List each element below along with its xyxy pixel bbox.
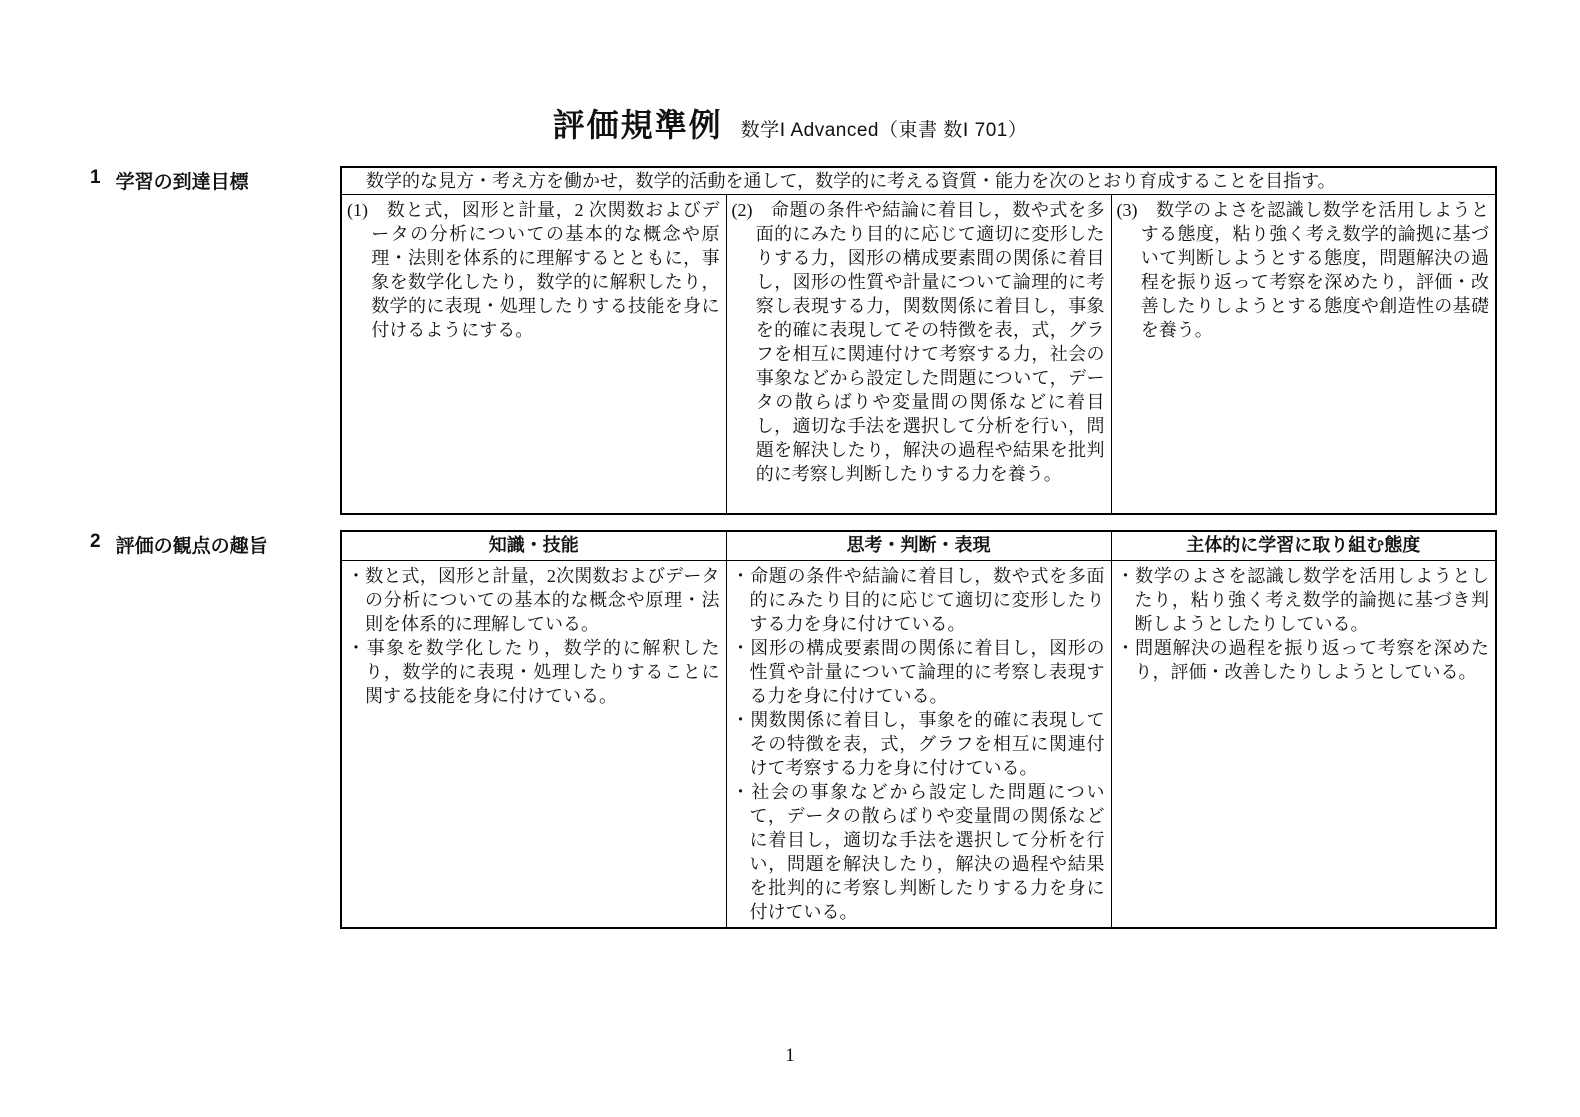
viewpoint-table [340, 530, 1497, 929]
bullet-item [1117, 564, 1490, 636]
viewpoint-table-header-row [341, 531, 1496, 560]
page-title: 評価規準例 [552, 107, 723, 143]
bullet-item [732, 636, 1105, 708]
bullet-marker: ・ [731, 637, 751, 658]
goal-item-number: (3) [1116, 200, 1138, 220]
section-1-label [90, 167, 249, 194]
bullet-marker: ・ [347, 637, 367, 658]
bullet-marker: ・ [1116, 637, 1136, 658]
goal-item-number: (2) [731, 200, 753, 220]
bullet-item [347, 636, 720, 708]
bullet-text: 事象を数学化したり，数学的に解釈したり，数学的に表現・処理したりすることに関する技能を身に付けている。 [365, 637, 720, 706]
goal-item [1117, 198, 1490, 342]
section-1-number: 1 [90, 167, 101, 188]
bullet-text: 社会の事象などから設定した問題について，データの散らばりや変量間の関係などに着目し，適切な手法を選択して分析を行い，問題を解決したり，解決の過程や結果を批判的に考察し判断したりする力を身に付けている。 [749, 781, 1105, 922]
goal-item-number: (1) [347, 200, 368, 220]
bullet-item [347, 564, 720, 636]
bullet-text: 数と式，図形と計量，2次関数およびデータの分析についての基本的な概念や原理・法則を体系的に理解している。 [365, 565, 720, 634]
viewpoint-header-knowledge: 知識・技能 [341, 531, 726, 560]
bullet-item [732, 780, 1105, 924]
page-number: 1 [785, 1045, 795, 1066]
bullet-item [1117, 636, 1490, 684]
section-2-title: 評価の観点の趣旨 [115, 536, 268, 557]
viewpoint-header-attitude: 主体的に学習に取り組む態度 [1111, 531, 1496, 560]
bullet-text: 関数関係に着目し，事象を的確に表現してその特徴を表，式，グラフを相互に関連付けて考察する力を身に付けている。 [749, 709, 1105, 778]
viewpoint-table-body-row [341, 560, 1496, 928]
goal-cell-2 [726, 195, 1111, 514]
title-block [0, 100, 1580, 146]
bullet-text: 命題の条件や結論に着目し，数や式を多面的にみたり目的に応じて適切に変形したりする力を身に付けている。 [749, 565, 1105, 634]
section-2-label [90, 531, 268, 558]
goal-table-body-row [341, 195, 1496, 514]
goal-table-header-row [341, 167, 1496, 195]
section-1-title: 学習の到達目標 [115, 172, 249, 193]
viewpoint-header-thinking: 思考・判断・表現 [726, 531, 1111, 560]
goal-item [732, 198, 1105, 486]
goal-item-text: 命題の条件や結論に着目し，数や式を多面的にみたり目的に応じて適切に変形したりする力，図形の構成要素間の関係に着目し，図形の性質や計量について論理的に考察し表現する力，関数関係に着目し，事象を的確に表現してその特徴を表，式，グラフを相互に関連付けて考察する力，社会の事象などから設定した問題について，データの散らばりや変量間の関係などに着目し，適切な手法を選択して分析を行い，問題を解決したり，解決の過程や結果を批判的に考察し判断したりする力を養う。 [755, 200, 1105, 484]
bullet-text: 数学のよさを認識し数学を活用しようとしたり，粘り強く考え数学的論拠に基づき判断しようとしたりしている。 [1134, 565, 1490, 634]
goal-item-text: 数と式，図形と計量，2 次関数およびデータの分析についての基本的な概念や原理・法則を体系的に理解するとともに，事象を数学化したり，数学的に解釈したり，数学的に表現・処理したりする技能を身に付けるようにする。 [371, 200, 720, 340]
viewpoint-cell-knowledge [341, 560, 726, 928]
goal-cell-1 [341, 195, 726, 514]
section-2-number: 2 [90, 531, 101, 552]
viewpoint-cell-attitude [1111, 560, 1496, 928]
goal-cell-3 [1111, 195, 1496, 514]
goal-table-header: 数学的な見方・考え方を働かせ，数学的活動を通して，数学的に考える資質・能力を次のとおり育成することを目指す。 [341, 167, 1496, 195]
goal-table [340, 166, 1497, 515]
viewpoint-cell-thinking [726, 560, 1111, 928]
bullet-item [732, 708, 1105, 780]
page-subtitle: 数学Ⅰ Advanced（東書 数Ⅰ 701） [740, 120, 1028, 141]
bullet-marker: ・ [731, 565, 751, 586]
bullet-marker: ・ [347, 565, 366, 586]
bullet-text: 問題解決の過程を振り返って考察を深めたり，評価・改善したりしようとしている。 [1134, 637, 1490, 682]
bullet-marker: ・ [731, 709, 751, 730]
bullet-item [732, 564, 1105, 636]
goal-item [347, 198, 720, 342]
goal-item-text: 数学のよさを認識し数学を活用しようとする態度，粘り強く考え数学的論拠に基づいて判断しようとする態度，問題解決の過程を振り返って考察を深めたり，評価・改善したりしようとする態度や創造性の基礎を養う。 [1140, 200, 1489, 340]
bullet-marker: ・ [731, 781, 752, 802]
bullet-marker: ・ [1116, 565, 1136, 586]
bullet-text: 図形の構成要素間の関係に着目し，図形の性質や計量について論理的に考察し表現する力を身に付けている。 [749, 637, 1105, 706]
